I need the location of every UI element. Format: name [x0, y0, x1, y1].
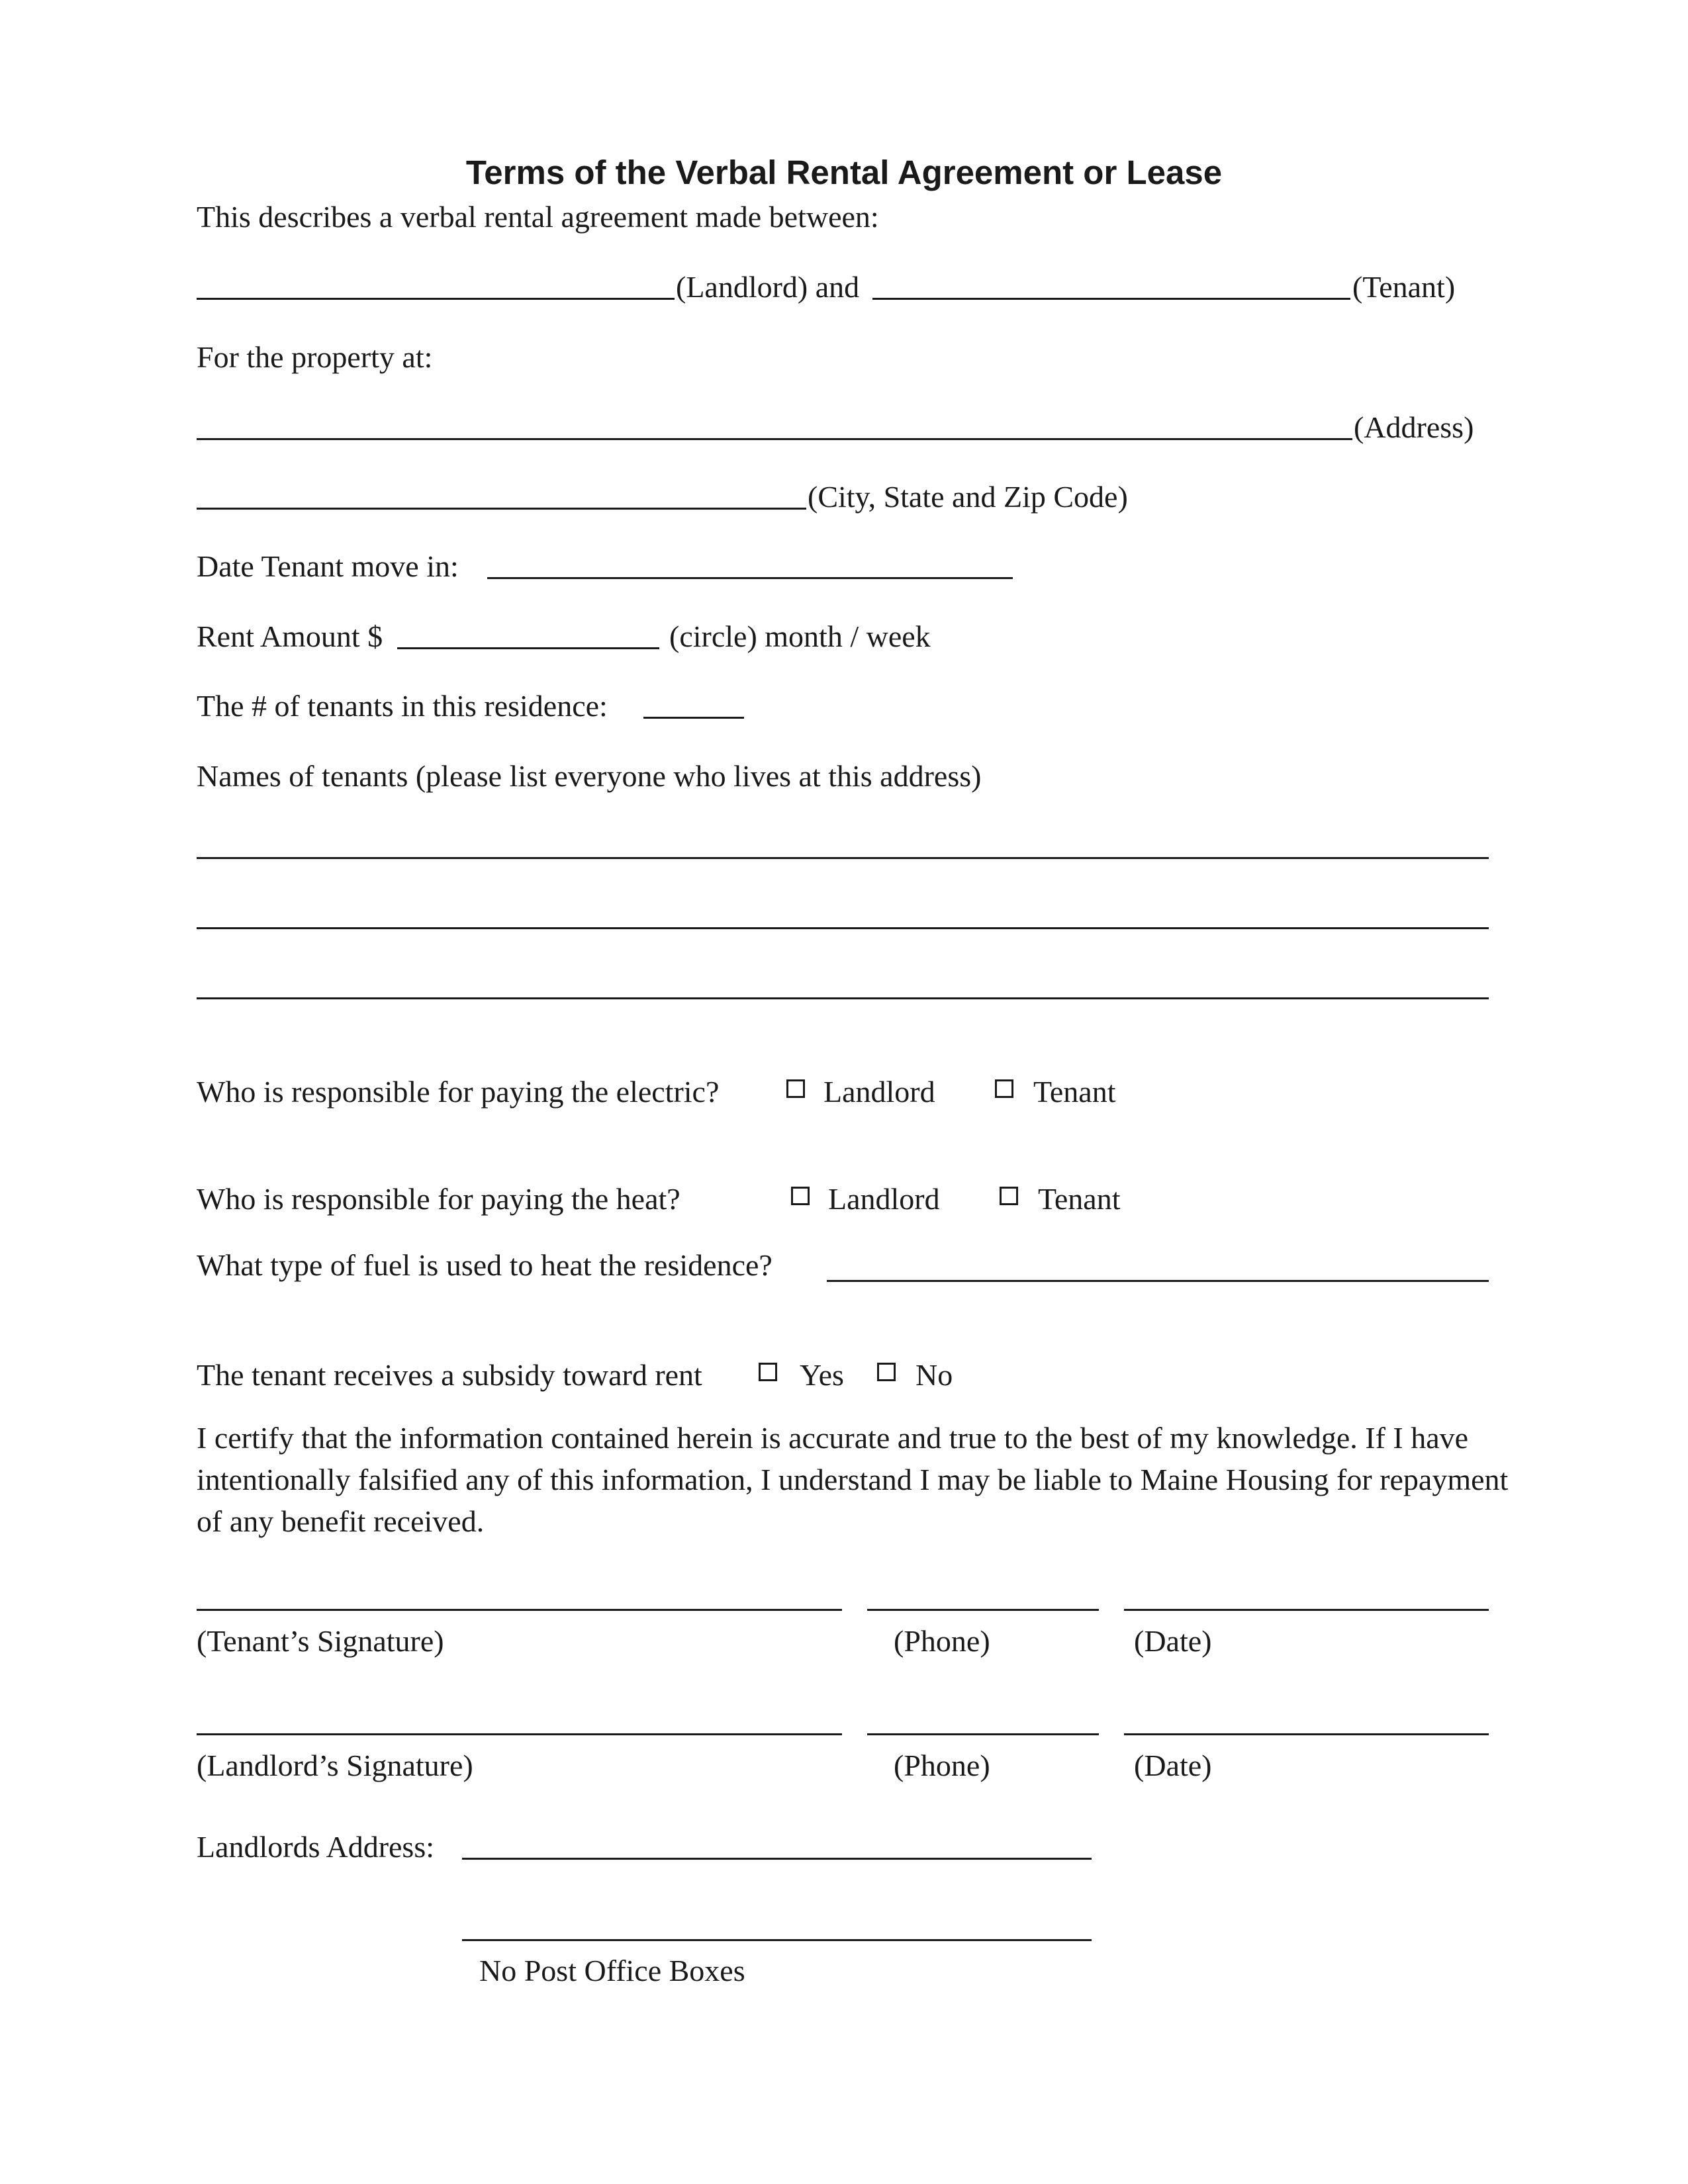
tenant-name-field[interactable] — [872, 298, 1350, 300]
landlord-label: (Landlord) and — [676, 270, 860, 304]
subsidy-yes-label: Yes — [800, 1358, 844, 1392]
address-field[interactable] — [197, 438, 1352, 440]
tenant-date-label: (Date) — [1134, 1624, 1212, 1658]
address-label: (Address) — [1354, 410, 1474, 444]
tenant-signature-field[interactable] — [197, 1609, 842, 1611]
tenant-phone-label: (Phone) — [894, 1624, 990, 1658]
subsidy-yes-checkbox[interactable] — [759, 1363, 777, 1381]
tenant-names-line-2[interactable] — [197, 927, 1489, 929]
tenant-date-field[interactable] — [1124, 1609, 1489, 1611]
heat-landlord-checkbox[interactable] — [791, 1187, 810, 1205]
heat-tenant-label: Tenant — [1038, 1182, 1121, 1216]
landlord-phone-label: (Phone) — [894, 1749, 990, 1782]
tenant-names-line-1[interactable] — [197, 857, 1489, 859]
tenant-names-line-3[interactable] — [197, 997, 1489, 999]
landlord-phone-field[interactable] — [867, 1733, 1099, 1735]
fuel-type-field[interactable] — [827, 1280, 1489, 1282]
electric-tenant-checkbox[interactable] — [995, 1079, 1013, 1098]
tenant-count-field[interactable] — [643, 717, 744, 719]
no-po-boxes-note: No Post Office Boxes — [479, 1954, 745, 1987]
rent-amount-label: Rent Amount $ — [197, 619, 383, 653]
electric-tenant-label: Tenant — [1033, 1075, 1116, 1109]
subsidy-no-checkbox[interactable] — [877, 1363, 896, 1381]
rent-amount-field[interactable] — [397, 647, 659, 649]
landlord-address-line-1[interactable] — [462, 1858, 1092, 1860]
subsidy-no-label: No — [915, 1358, 953, 1392]
city-state-zip-field[interactable] — [197, 508, 806, 510]
move-in-label: Date Tenant move in: — [197, 549, 459, 583]
tenant-label: (Tenant) — [1352, 270, 1456, 304]
tenant-count-label: The # of tenants in this residence: — [197, 689, 608, 723]
electric-landlord-checkbox[interactable] — [786, 1079, 805, 1098]
heat-tenant-checkbox[interactable] — [1000, 1187, 1018, 1205]
landlord-name-field[interactable] — [197, 298, 675, 300]
tenant-phone-field[interactable] — [867, 1609, 1099, 1611]
city-state-zip-label: (City, State and Zip Code) — [808, 480, 1128, 514]
page-title: Terms of the Verbal Rental Agreement or Lease — [465, 154, 1223, 191]
tenant-signature-label: (Tenant’s Signature) — [197, 1624, 444, 1658]
landlord-date-label: (Date) — [1134, 1749, 1212, 1782]
landlord-signature-field[interactable] — [197, 1733, 842, 1735]
certification-text: I certify that the information contained herein is accurate and true to the best of my knowledge. If I have intentionally falsified any of this information, I understand I may be liable to Maine Housing for repayment of any benefit received. — [197, 1421, 1509, 1538]
property-label: For the property at: — [197, 340, 433, 374]
fuel-question: What type of fuel is used to heat the residence? — [197, 1248, 773, 1282]
landlord-address-label: Landlords Address: — [197, 1830, 435, 1864]
intro-text: This describes a verbal rental agreement made between: — [197, 200, 879, 234]
rent-period-label: (circle) month / week — [669, 619, 931, 653]
electric-question: Who is responsible for paying the electric? — [197, 1075, 720, 1109]
heat-question: Who is responsible for paying the heat? — [197, 1182, 680, 1216]
electric-landlord-label: Landlord — [823, 1075, 935, 1109]
landlord-date-field[interactable] — [1124, 1733, 1489, 1735]
move-in-date-field[interactable] — [487, 577, 1013, 579]
heat-landlord-label: Landlord — [828, 1182, 940, 1216]
tenant-names-label: Names of tenants (please list everyone who lives at this address) — [197, 759, 982, 793]
landlord-signature-label: (Landlord’s Signature) — [197, 1749, 473, 1782]
landlord-address-line-2[interactable] — [462, 1939, 1092, 1941]
subsidy-question: The tenant receives a subsidy toward rent — [197, 1358, 702, 1392]
